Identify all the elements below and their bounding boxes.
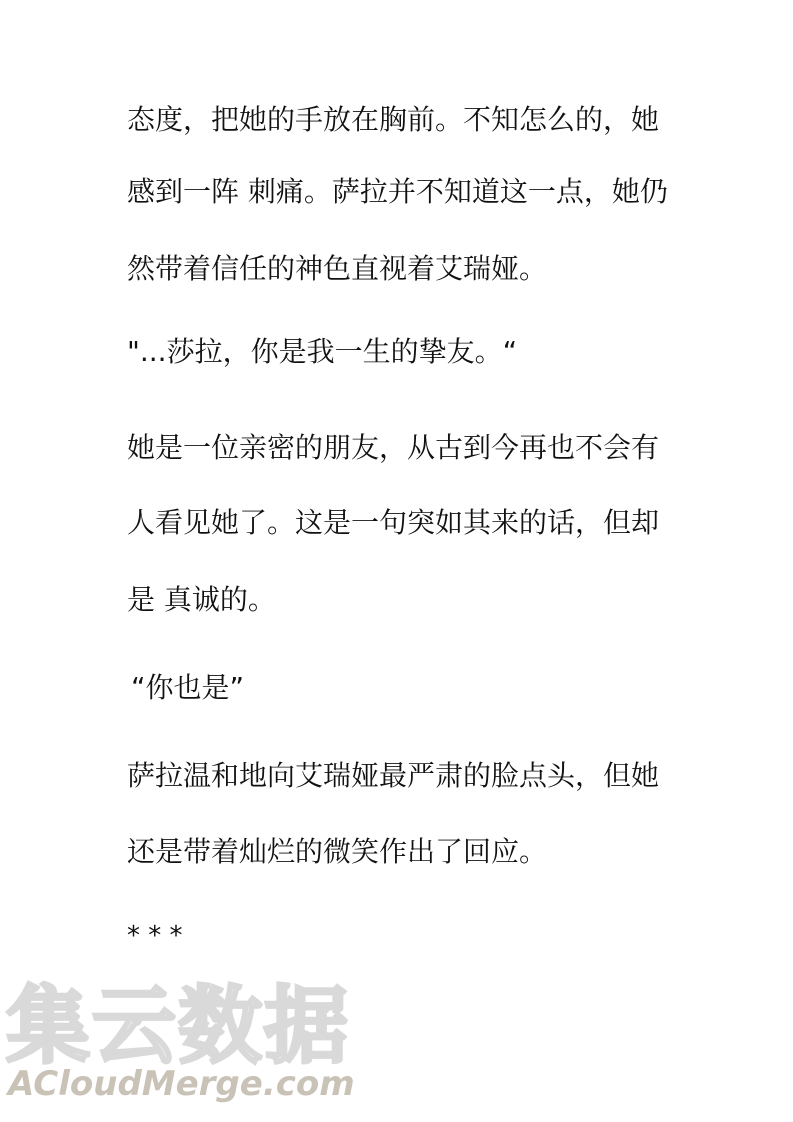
text-line-4: "...莎拉，你是我一生的挚友。“ bbox=[127, 335, 518, 368]
text-line-1: 态度，把她的手放在胸前。不知怎么的，她 bbox=[127, 103, 660, 136]
section-break: * * * bbox=[127, 921, 183, 951]
text-line-8: “你也是” bbox=[131, 671, 245, 704]
text-line-9: 萨拉温和地向艾瑞娅最严肃的脸点头，但她 bbox=[127, 759, 660, 792]
text-line-5: 她是一位亲密的朋友，从古到今再也不会有 bbox=[127, 431, 660, 464]
text-line-7: 是 真诚的。 bbox=[127, 583, 276, 616]
watermark-logo bbox=[6, 978, 386, 1108]
text-line-3: 然带着信任的神色直视着艾瑞娅。 bbox=[127, 252, 548, 285]
text-line-10: 还是带着灿烂的微笑作出了回应。 bbox=[127, 835, 548, 868]
watermark-english-text: ACloudMerge.com bbox=[8, 1064, 355, 1104]
text-line-6: 人看见她了。这是一句突如其来的话，但却 bbox=[127, 506, 660, 539]
text-line-2: 感到一阵 刺痛。萨拉并不知道这一点，她仍 bbox=[127, 175, 668, 208]
watermark-chinese-text: 集云数据 bbox=[6, 977, 351, 1075]
